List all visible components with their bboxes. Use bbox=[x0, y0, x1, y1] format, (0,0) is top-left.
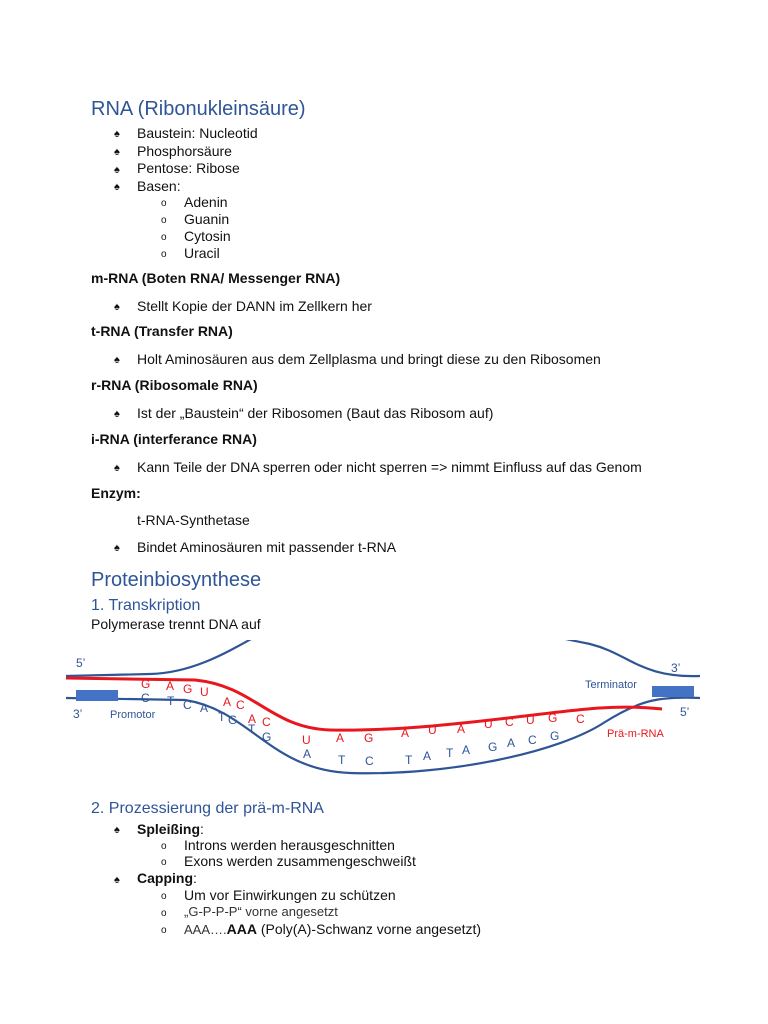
bullet-mrna: Stellt Kopie der DANN im Zellkern her bbox=[137, 298, 372, 314]
label-terminator: Terminator bbox=[585, 679, 637, 691]
base-uracil: Uracil bbox=[184, 245, 220, 261]
title-prozessierung: 2. Prozessierung der prä-m-RNA bbox=[91, 800, 324, 817]
label-promotor: Promotor bbox=[110, 709, 156, 721]
heading-trna: t-RNA (Transfer RNA) bbox=[91, 323, 233, 339]
spleissing-introns: Introns werden herausgeschnitten bbox=[184, 837, 395, 853]
rna-nucleotide-letter: A bbox=[457, 722, 466, 736]
dna-nucleotide-letter: A bbox=[423, 749, 432, 763]
dna-nucleotide-letter: A bbox=[200, 701, 209, 715]
base-guanin: Guanin bbox=[184, 211, 230, 227]
capping-polya-prefix: AAA…. bbox=[184, 922, 227, 937]
enzym-trna-synthetase: t-RNA-Synthetase bbox=[137, 512, 250, 528]
spade-bullet-icon: ♠ bbox=[114, 301, 120, 313]
circle-bullet-icon: o bbox=[161, 857, 167, 868]
circle-bullet-icon: o bbox=[161, 232, 167, 243]
title-proteinbiosynthese: Proteinbiosynthese bbox=[91, 569, 262, 591]
spade-bullet-icon: ♠ bbox=[114, 146, 120, 158]
bullet-phosphor: Phosphorsäure bbox=[137, 143, 232, 159]
spade-bullet-icon: ♠ bbox=[114, 128, 120, 140]
rna-nucleotide-letter: A bbox=[336, 731, 345, 745]
dna-nucleotide-letter: G bbox=[488, 740, 498, 754]
label-3-bottom-left: 3’ bbox=[73, 707, 83, 721]
rna-nucleotide-letter: C bbox=[576, 712, 585, 726]
circle-bullet-icon: o bbox=[161, 198, 167, 209]
capping-item-polya bbox=[184, 921, 481, 938]
dna-nucleotide-letter: G bbox=[228, 713, 238, 727]
heading-mrna: m-RNA (Boten RNA/ Messenger RNA) bbox=[91, 270, 341, 286]
rna-nucleotide-letter: U bbox=[302, 733, 311, 747]
capping-label: Capping bbox=[137, 870, 193, 886]
spleissing-colon: : bbox=[200, 821, 204, 837]
spleissing-exons: Exons werden zusammengeschweißt bbox=[184, 853, 416, 869]
title-rna: RNA (Ribonukleinsäure) bbox=[91, 98, 306, 120]
heading-rrna: r-RNA (Ribosomale RNA) bbox=[91, 377, 258, 393]
rna-nucleotide-letter: C bbox=[236, 698, 245, 712]
dna-nucleotide-letter: A bbox=[507, 736, 516, 750]
capping-line bbox=[137, 870, 197, 886]
rna-nucleotide-letter: A bbox=[166, 679, 175, 693]
dna-nucleotide-letter: A bbox=[303, 747, 312, 761]
base-cytosin: Cytosin bbox=[184, 228, 231, 244]
rna-nucleotide-letter: C bbox=[505, 715, 514, 729]
rna-nucleotide-letter: U bbox=[200, 685, 209, 699]
spade-bullet-icon: ♠ bbox=[114, 164, 120, 176]
circle-bullet-icon: o bbox=[161, 925, 167, 936]
rna-nucleotide-letter: C bbox=[262, 715, 271, 729]
rna-nucleotide-letter: A bbox=[248, 712, 257, 726]
rna-nucleotide-letter: U bbox=[428, 723, 437, 737]
spade-bullet-icon: ♠ bbox=[114, 408, 120, 420]
rna-nucleotide-letter: G bbox=[364, 731, 374, 745]
terminator-box bbox=[652, 686, 694, 697]
spleissing-label: Spleißing bbox=[137, 821, 200, 837]
spade-bullet-icon: ♠ bbox=[114, 462, 120, 474]
label-3-top-right: 3’ bbox=[671, 661, 681, 675]
dna-nucleotide-letter: C bbox=[183, 698, 192, 712]
spade-bullet-icon: ♠ bbox=[114, 354, 120, 366]
dna-nucleotide-letter: T bbox=[248, 722, 256, 736]
dna-nucleotide-letter: G bbox=[262, 730, 272, 744]
title-transkription: 1. Transkription bbox=[91, 597, 201, 614]
transcription-diagram bbox=[0, 640, 768, 780]
transkription-subtitle: Polymerase trennt DNA auf bbox=[91, 616, 261, 632]
capping-colon: : bbox=[193, 870, 197, 886]
dna-nucleotide-letter: T bbox=[167, 694, 175, 708]
capping-polya-bold: AAA bbox=[226, 921, 257, 937]
bullet-irna: Kann Teile der DNA sperren oder nicht sperren => nimmt Einfluss auf das Genom bbox=[137, 459, 642, 475]
spade-bullet-icon: ♠ bbox=[114, 874, 120, 886]
rna-nucleotide-letter: U bbox=[484, 717, 493, 731]
dna-nucleotide-letter: T bbox=[446, 746, 454, 760]
dna-nucleotide-letter: T bbox=[338, 753, 346, 767]
promotor-box bbox=[76, 690, 118, 701]
dna-nucleotide-letter: A bbox=[462, 743, 471, 757]
dna-nucleotide-letter: T bbox=[405, 753, 413, 767]
rna-nucleotide-letter: G bbox=[183, 682, 193, 696]
spleissing-line bbox=[137, 821, 204, 837]
bullet-pentose: Pentose: Ribose bbox=[137, 160, 240, 176]
base-adenin: Adenin bbox=[184, 194, 228, 210]
label-5-top-left: 5’ bbox=[76, 656, 86, 670]
bullet-rrna: Ist der „Baustein“ der Ribosomen (Baut das Ribosom auf) bbox=[137, 405, 494, 421]
spade-bullet-icon: ♠ bbox=[114, 824, 120, 836]
circle-bullet-icon: o bbox=[161, 841, 167, 852]
circle-bullet-icon: o bbox=[161, 891, 167, 902]
rna-nucleotide-letter: U bbox=[526, 713, 535, 727]
rna-strand bbox=[66, 678, 662, 730]
label-pre-mrna: Prä-m-RNA bbox=[607, 728, 664, 740]
rna-nucleotide-letter: A bbox=[223, 695, 232, 709]
dna-nucleotide-letter: T bbox=[218, 710, 226, 724]
circle-bullet-icon: o bbox=[161, 249, 167, 260]
rna-nucleotide-letter: G bbox=[141, 677, 151, 691]
dna-nucleotide-letter: C bbox=[528, 733, 537, 747]
circle-bullet-icon: o bbox=[161, 908, 167, 919]
label-5-bottom-right: 5’ bbox=[680, 705, 690, 719]
bullet-basen: Basen: bbox=[137, 178, 181, 194]
heading-enzym: Enzym: bbox=[91, 485, 141, 501]
bullet-trna: Holt Aminosäuren aus dem Zellplasma und bringt diese zu den Ribosomen bbox=[137, 351, 601, 367]
dna-nucleotide-letter: G bbox=[550, 729, 560, 743]
bullet-enzym: Bindet Aminosäuren mit passender t-RNA bbox=[137, 539, 397, 555]
capping-polya-rest: (Poly(A)-Schwanz vorne angesetzt) bbox=[256, 921, 482, 937]
rna-nucleotide-letter: A bbox=[401, 726, 410, 740]
dna-nucleotide-letter: C bbox=[365, 754, 374, 768]
rna-nucleotide-letter: G bbox=[548, 711, 558, 725]
spade-bullet-icon: ♠ bbox=[114, 181, 120, 193]
bullet-baustein: Baustein: Nucleotid bbox=[137, 125, 258, 141]
dna-nucleotide-letter: C bbox=[141, 691, 150, 705]
heading-irna: i-RNA (interferance RNA) bbox=[91, 431, 257, 447]
capping-item-schuetzen: Um vor Einwirkungen zu schützen bbox=[184, 887, 396, 903]
circle-bullet-icon: o bbox=[161, 215, 167, 226]
spade-bullet-icon: ♠ bbox=[114, 542, 120, 554]
capping-item-gppp: „G-P-P-P“ vorne angesetzt bbox=[184, 904, 338, 919]
dna-top-strand bbox=[66, 640, 700, 676]
